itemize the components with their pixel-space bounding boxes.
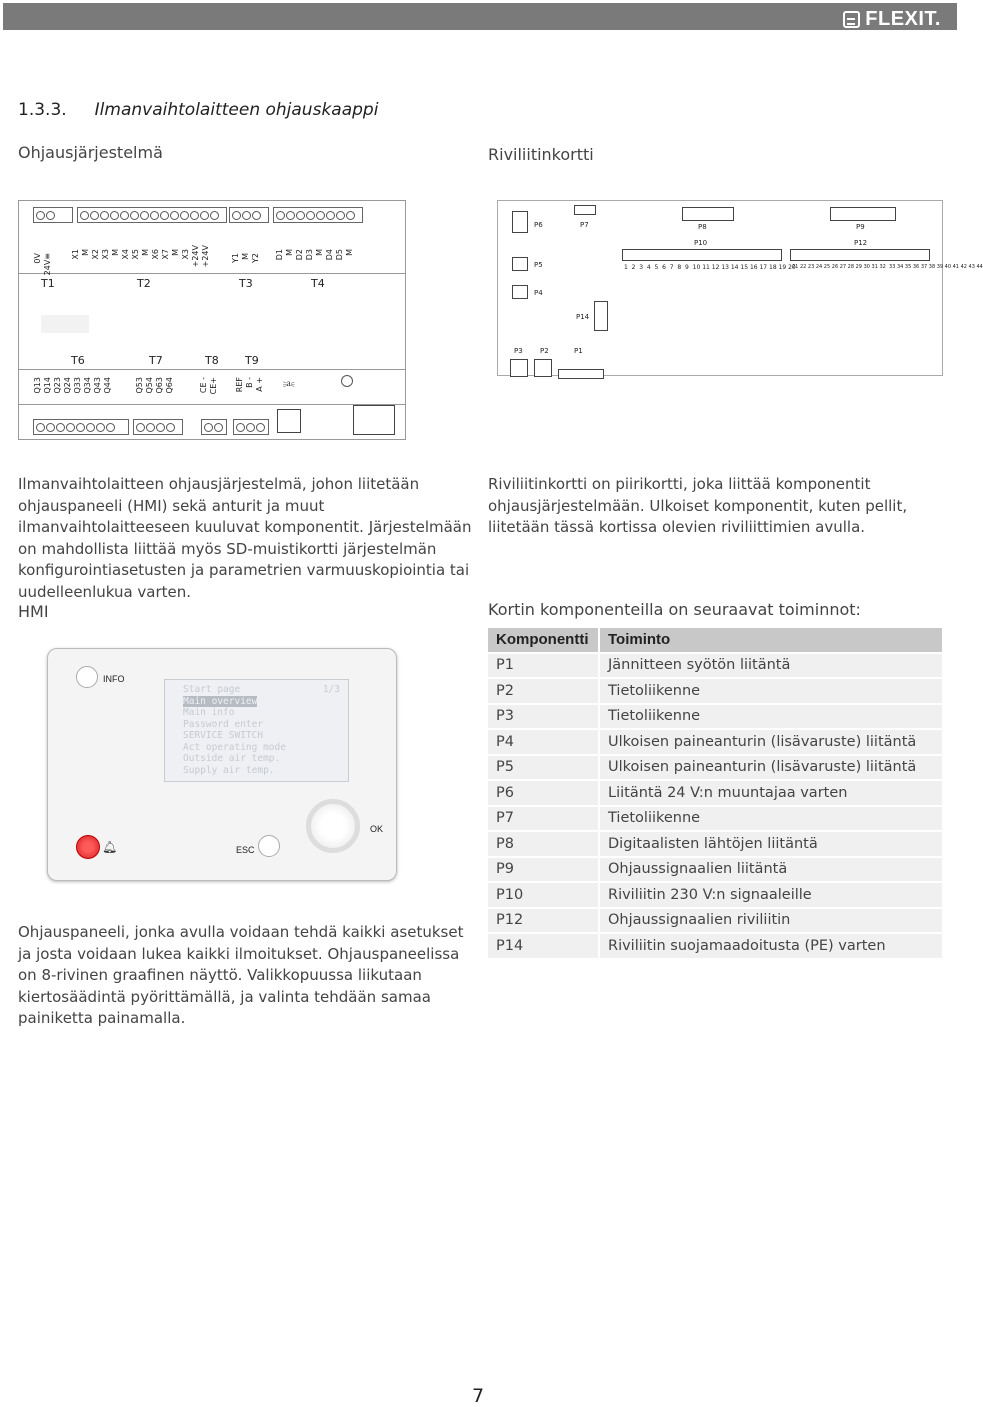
label-p9: P9 [856,223,865,231]
label-p4: P4 [534,289,543,297]
rotary-knob[interactable] [306,799,360,853]
pin-label: M [345,249,354,256]
cell-function: Tietoliikenne [598,705,942,729]
table-row [488,909,942,933]
pin-label: X3 [101,249,110,260]
section-title: Ilmanvaihtolaitteen ohjauskaappi [94,100,379,120]
cell-component: P6 [488,781,598,805]
terminal-board-diagram [497,200,983,376]
cell-function: Ulkoisen paineanturin (lisävaruste) liitäntä [598,730,942,754]
pin-label: D1 [275,249,284,261]
flexit-logo-icon [843,11,860,28]
cell-function: Riviliitin 230 V:n signaaleille [598,883,942,907]
terminal-label-t7: T7 [149,354,163,367]
pin-label: 0V [33,253,42,264]
pin-label: X3 [181,249,190,260]
connector-p7 [574,205,596,215]
pin-label: B - [245,377,254,388]
usb-icon: ⎃ [283,379,295,395]
cell-component: P5 [488,756,598,780]
lcd-line: Act operating mode [183,741,286,753]
page-number: 7 [472,1385,485,1407]
header-function: Toiminto [598,628,942,652]
pin-label: Q64 [165,377,174,394]
header-component: Komponentti [488,628,598,652]
connector-p14 [594,301,608,331]
esc-button[interactable] [258,835,280,857]
connector-p2 [534,359,552,377]
pin-label: X4 [121,249,130,260]
pin-label: Q43 [93,377,102,394]
cell-component: P10 [488,883,598,907]
pin-label: CE+ [209,377,218,395]
ok-label: OK [370,824,384,834]
label-p14: P14 [576,313,590,321]
terminal-block-t4 [273,207,363,223]
cell-component: P14 [488,934,598,958]
terminal-label-t4: T4 [311,277,325,290]
pin-label: Y2 [251,253,260,263]
label-p10: P10 [694,239,708,247]
terminal-label-t3: T3 [239,277,253,290]
table-row [488,705,942,729]
connector-p3 [510,359,528,377]
cell-function: Digitaalisten lähtöjen liitäntä [598,832,942,856]
table-intro: Kortin komponenteilla on seuraavat toiminnot: [488,600,861,619]
connector-p9 [830,207,896,221]
cell-function: Ulkoisen paineanturin (lisävaruste) liitäntä [598,756,942,780]
pin-label: REF [235,377,244,393]
terminal-label-t6: T6 [71,354,85,367]
pin-label: D5 [335,249,344,261]
pin-label: Q13 [33,377,42,394]
brand-name: FLEXIT. [865,8,941,30]
label-p3: P3 [514,347,523,355]
label-p1: P1 [574,347,583,355]
terminal-block-t9 [233,419,269,435]
terminal-board-description: Riviliitinkortti on piirikortti, joka liittää komponentit ohjausjärjestelmään. Ulkoiset komponentit, kuten pellit, liitetään tässä kortissa olevien riviliittimien avulla. [488,475,908,536]
pin-label: Q53 [135,377,144,394]
connector-p4 [512,285,528,299]
lcd-line: SERVICE SWITCH [183,730,264,741]
terminal-label-t9: T9 [245,354,259,367]
controller-description: Ilmanvaihtolaitteen ohjausjärjestelmä, johon liitetään ohjauspaneeli (HMI) sekä anturit ja muut ilmanvaihtolaitteeseen kuuluvat komponentit. Järjestelmään on mahdollista liittää myös SD-muistikortti järjestelmän konfigurointiasetusten ja parametrien varmuuskopiointia tai uudelleenlukua varten. [18,475,472,601]
pin-label: Q34 [83,377,92,394]
pin-label: D4 [325,249,334,261]
cell-component: P9 [488,858,598,882]
table-row [488,807,942,831]
terminal-block-t7 [133,419,183,435]
terminal-block-t1 [33,207,73,223]
pin-label: X6 [151,249,160,260]
connector-p1 [558,369,604,379]
pin-label: Q24 [63,377,72,394]
pin-label: Q33 [73,377,82,394]
cell-component: P2 [488,679,598,703]
cell-function: Tietoliikenne [598,807,942,831]
pin-label: X7 [161,249,170,260]
cell-component: P4 [488,730,598,754]
label-p5: P5 [534,261,543,269]
terminal-strip-p12 [790,249,930,261]
right-subtitle: Riviliitinkortti [488,145,594,164]
table-row [488,654,942,678]
section-number: 1.3.3. [18,100,67,120]
hmi-description: Ohjauspaneeli, jonka avulla voidaan tehdä kaikki asetukset ja josta voidaan lukea kaikki ilmoitukset. Ohjauspaneelissa on 8-rivinen graafinen näyttö. Valikkopuussa liikutaan kiertosäädintä pyörittämällä, ja valinta tehdään samaa painiketta painamalla. [18,923,464,1027]
pin-label: X2 [91,249,100,260]
pin-label: M [315,249,324,256]
terminal-block-t2 [77,207,227,223]
header-bar [3,3,957,30]
table-row [488,832,942,856]
label-p8: P8 [698,223,707,231]
pin-label: X5 [131,249,140,260]
table-row [488,756,942,780]
pin-label: A + [255,377,264,392]
pin-label: Q54 [145,377,154,394]
pin-label: M [171,249,180,256]
cell-function: Ohjaussignaalien riviliitin [598,909,942,933]
terminal-strip-p10 [622,249,782,261]
terminal-label-t1: T1 [41,277,55,290]
pin-label: M [81,249,90,256]
cell-component: P12 [488,909,598,933]
lcd-display [164,679,349,782]
lcd-line: Supply air temp. [183,764,275,776]
pin-label: Q63 [155,377,164,394]
table-row [488,883,942,907]
terminal-label-t8: T8 [205,354,219,367]
cell-component: P8 [488,832,598,856]
pin-label: X1 [71,249,80,260]
ethernet-port [353,405,395,435]
left-subtitle: Ohjausjärjestelmä [18,143,163,162]
pin-label: M [141,249,150,256]
table-row [488,679,942,703]
lcd-page-indicator: 1/3 [322,684,340,695]
pin-label: D2 [295,249,304,261]
lcd-line: Password enter [183,718,264,730]
pin-label: CE - [199,377,208,394]
led-icon [341,375,353,387]
esc-label: ESC [236,845,255,855]
pin-label: M [285,249,294,256]
pin-label: +24V [201,245,210,268]
usb-port [277,409,301,433]
terminal-numbers-right: 21 22 23 24 25 26 27 28 29 30 31 32 33 34 35 36 37 38 39 40 41 42 43 44 [792,264,983,270]
pin-label: Q14 [43,377,52,394]
label-p12: P12 [854,239,868,247]
table-row [488,781,942,805]
pin-label: Q23 [53,377,62,394]
connector-p5 [512,257,528,271]
lcd-line: Main info [183,707,235,718]
cell-function: Tietoliikenne [598,679,942,703]
bell-icon: 🔔︎ [102,840,118,854]
cell-function: Ohjaussignaalien liitäntä [598,858,942,882]
lcd-line-selected: Main overview [183,695,258,707]
info-label: INFO [103,674,125,684]
label-p2: P2 [540,347,549,355]
cell-component: P1 [488,654,598,678]
cell-component: P7 [488,807,598,831]
connector-p8 [682,207,734,221]
terminal-label-t2: T2 [137,277,151,290]
cell-function: Jännitteen syötön liitäntä [598,654,942,678]
hmi-panel [47,648,397,881]
label-p7: P7 [580,221,589,229]
lcd-line: Outside air temp. [183,753,281,764]
cell-component: P3 [488,705,598,729]
terminal-numbers-left: 1 2 3 4 5 6 7 8 9 10 11 12 13 14 15 16 17 18 19 20 [624,264,796,271]
cell-function: Liitäntä 24 V:n muuntajaa varten [598,781,942,805]
pin-label: M [241,253,250,260]
label-p6: P6 [534,221,543,229]
terminal-block-t6 [33,419,129,435]
pin-label: Y1 [231,253,240,263]
section-heading [18,100,378,120]
terminal-block-t3 [229,207,269,223]
pin-label: D3 [305,249,314,261]
pin-label: M [111,249,120,256]
table-row [488,934,942,958]
pin-label: Q44 [103,377,112,394]
info-button[interactable] [76,666,98,688]
component-table [488,626,942,960]
table-header-row [488,628,942,652]
table-row [488,730,942,754]
brand-logo [843,6,941,33]
pin-label: +24V [191,245,200,268]
cell-function: Riviliitin suojamaadoitusta (PE) varten [598,934,942,958]
lcd-line: Start page [183,684,241,695]
pin-label: 24V≡ [43,253,52,276]
connector-p6 [512,211,528,233]
hmi-title: HMI [18,602,49,621]
terminal-block-t8 [201,419,227,435]
table-row [488,858,942,882]
controller-diagram [18,200,406,440]
alarm-button[interactable] [76,835,100,859]
